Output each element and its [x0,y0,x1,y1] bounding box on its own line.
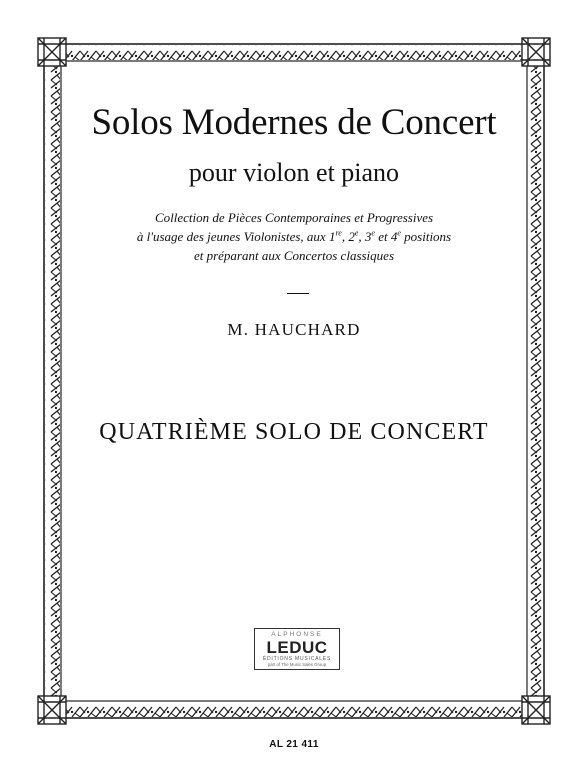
logo-subtitle: ÉDITIONS MUSICALES [262,656,332,662]
publisher-logo [254,628,340,670]
corner-ornament-tl [38,38,66,66]
logo-name: LEDUC [266,638,328,657]
description-line-2: à l'usage des jeunes Violonistes, aux 1re, 2e, 3e et 4e positions [136,228,452,244]
logo-group: part of The Music Sales Group [267,662,327,667]
collection-description [0,208,588,265]
collection-title: Solos Modernes de Concert [91,102,497,143]
corner-ornament-tr [522,38,550,66]
corner-ornament-bl [38,696,66,724]
collection-subtitle: pour violon et piano [188,158,400,187]
description-line-1: Collection de Pièces Contemporaines et Progressives [154,210,434,225]
work-title: QUATRIÈME SOLO DE CONCERT [99,419,489,445]
description-line-3: et préparant aux Concertos classiques [193,248,395,263]
separator-dash [287,293,309,294]
corner-ornament-br [522,696,550,724]
composer-name: M. HAUCHARD [227,320,361,339]
catalog-number: AL 21 411 [269,739,319,750]
logo-top-text: ALPHONSE [271,631,323,638]
